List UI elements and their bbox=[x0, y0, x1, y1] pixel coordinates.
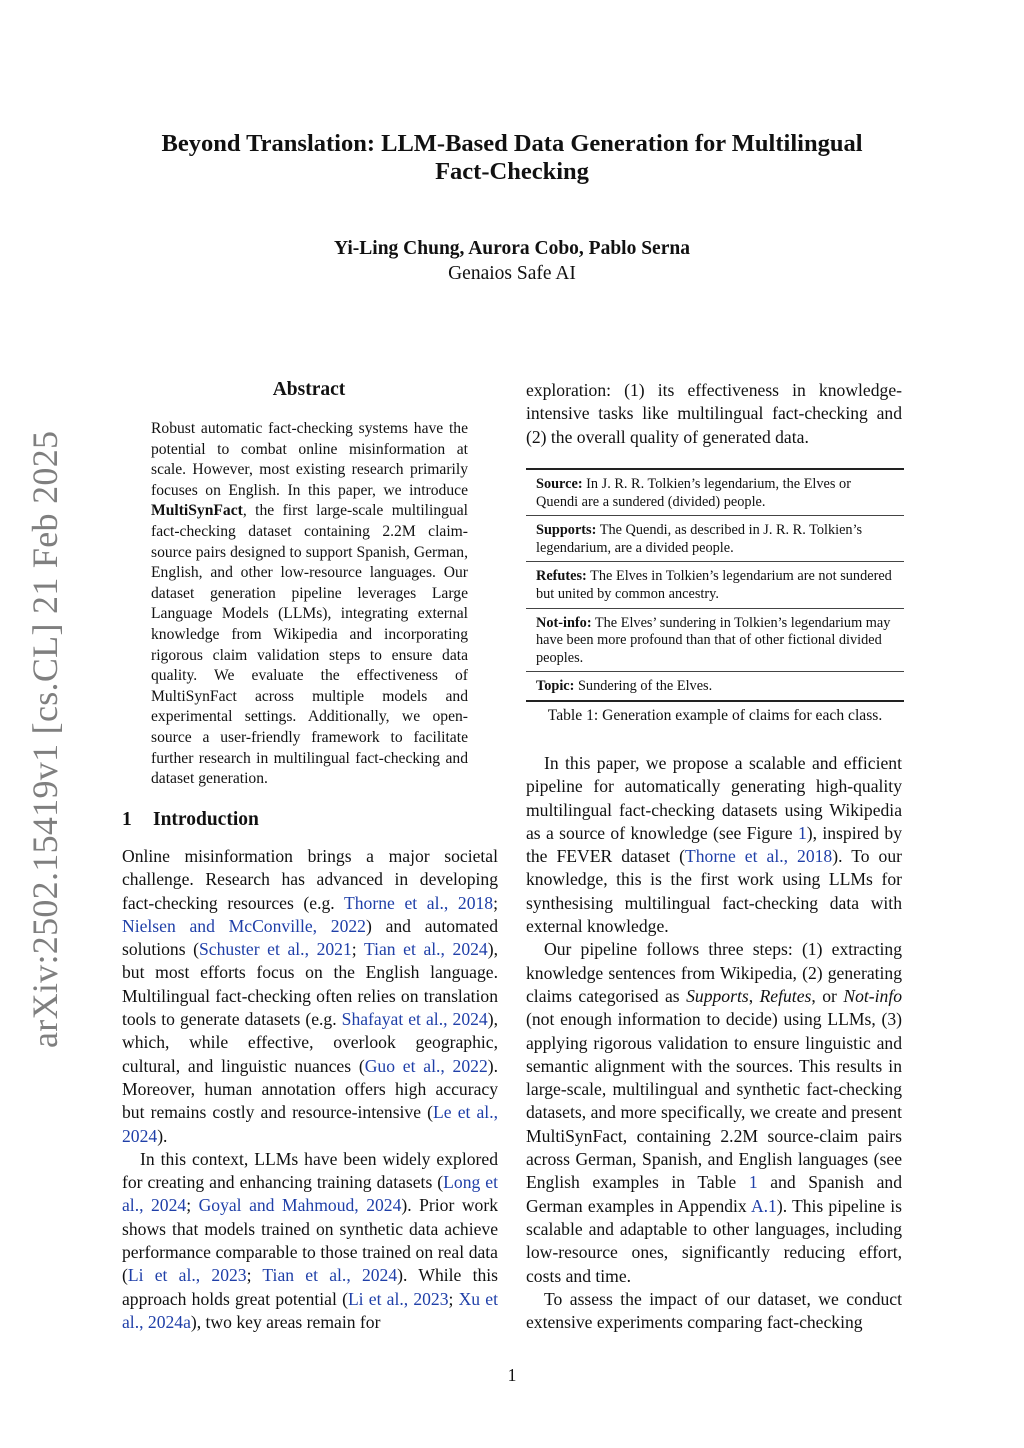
table-row-refutes bbox=[526, 561, 904, 607]
intro-paragraph-3 bbox=[526, 752, 902, 938]
text-run: ). This pipeline is scalable and adaptable to other languages, including low-resource ones, significantly reducing effort, costs and time. bbox=[526, 1195, 902, 1286]
right-column-continuation bbox=[526, 379, 902, 449]
intro-paragraph-1 bbox=[122, 845, 498, 1148]
citation-link[interactable]: Nielsen and McConville, 2022 bbox=[122, 915, 366, 936]
citation-link[interactable]: Schuster et al., 2021 bbox=[199, 939, 352, 960]
table-row-source bbox=[526, 470, 904, 515]
section-heading-introduction bbox=[122, 808, 259, 832]
text-run: ; bbox=[351, 939, 364, 960]
right-column-body bbox=[526, 752, 902, 1334]
section-number: 1 bbox=[122, 809, 132, 830]
author-list: Yi-Ling Chung, Aurora Cobo, Pablo Serna bbox=[334, 238, 690, 259]
table-row-not-info bbox=[526, 608, 904, 672]
text-run: Online misinformation brings a major societal challenge. Research has advanced in developing fact-checking resources (e.g. bbox=[122, 846, 498, 913]
intro-paragraph-5: To assess the impact of our dataset, we conduct extensive experiments comparing fact-checking bbox=[526, 1288, 902, 1333]
abstract-text-b: , the first large-scale multilingual fact-checking dataset containing 2.2M claim-source pairs designed to support Spanish, German, English, and other low-resource languages. Our dataset generation pipeline leverages Large Language Models (LLMs), integrating external knowledge from Wikipedia and incorporating rigorous claim validation steps to ensure data quality. We evaluate the effectiveness of MultiSynFact across multiple models and experimental settings. Additionally, we open-source a user-friendly framework to facilitate further research in multilingual fact-checking and dataset generation. bbox=[151, 502, 468, 788]
text-run: , or bbox=[811, 985, 844, 1006]
row-text: Sundering of the Elves. bbox=[577, 678, 713, 695]
citation-link[interactable]: Shafayat et al., 2024 bbox=[341, 1009, 488, 1030]
text-run: ), two key areas remain for bbox=[190, 1311, 381, 1332]
table-1-caption: Table 1: Generation example of claims for each class. bbox=[547, 707, 883, 724]
dataset-name: MultiSynFact bbox=[151, 502, 243, 520]
row-text: The Quendi, as described in J. R. R. Tolkien’s legendarium, are a divided people. bbox=[536, 522, 863, 556]
text-run: ; bbox=[186, 1195, 199, 1216]
table-1 bbox=[526, 468, 904, 702]
text-run: ), which, while effective, overlook geographic, cultural, and linguistic nuances ( bbox=[122, 1009, 498, 1076]
row-label: Supports: bbox=[536, 522, 597, 539]
abstract-body bbox=[151, 419, 468, 790]
text-run: ; bbox=[448, 1288, 459, 1309]
table-row-supports bbox=[526, 515, 904, 561]
text-run: ; bbox=[246, 1265, 263, 1286]
text-run: Our pipeline follows three steps: (1) extracting knowledge sentences from Wikipedia, (2) generating claims categorised as bbox=[526, 939, 902, 1006]
row-label: Not-info: bbox=[536, 614, 592, 631]
intro-paragraph-2 bbox=[122, 1148, 498, 1334]
paper-title bbox=[120, 130, 904, 186]
citation-link[interactable]: Guo et al., 2022 bbox=[364, 1055, 488, 1076]
row-text: In J. R. R. Tolkien’s legendarium, the Elves or Quendi are a sundered (divided) people. bbox=[536, 476, 851, 510]
row-label: Refutes: bbox=[536, 568, 587, 585]
figure-ref-link[interactable]: 1 bbox=[797, 822, 807, 843]
text-run: and Spanish and German examples in Appendix bbox=[526, 1172, 902, 1216]
class-label: Supports bbox=[686, 985, 749, 1006]
text-run: ). Moreover, human annotation offers high accuracy but remains costly and resource-intensive ( bbox=[122, 1055, 499, 1123]
abstract-text-a: Robust automatic fact-checking systems have the potential to combat online misinformation at scale. However, most existing research primarily focuses on English. In this paper, we introduce bbox=[151, 420, 468, 499]
citation-link[interactable]: Tian et al., 2024 bbox=[363, 939, 488, 960]
text-run: ), inspired by the FEVER dataset ( bbox=[526, 822, 902, 867]
citation-link[interactable]: Goyal and Mahmoud, 2024 bbox=[198, 1195, 402, 1216]
affiliation: Genaios Safe AI bbox=[448, 263, 576, 284]
intro-paragraph-2-continued: exploration: (1) its effectiveness in knowledge-intensive tasks like multilingual fact-checking and (2) the overall quality of generated data. bbox=[526, 380, 902, 447]
text-run: (not enough information to decide) using LLMs, (3) applying rigorous validation to ensure linguistic and semantic alignment with the sources. This results in large-scale, multilingual and synthetic fact-checking datasets, and more specifically, we create and present MultiSynFact, containing 2.2M source-claim pairs across German, Spanish, and English languages (see English examples in Table bbox=[526, 1009, 902, 1193]
table-ref-link[interactable]: 1 bbox=[748, 1172, 758, 1193]
abstract-heading: Abstract bbox=[272, 379, 346, 400]
text-run: In this context, LLMs have been widely explored for creating and enhancing training datasets ( bbox=[122, 1148, 498, 1193]
citation-link[interactable]: Li et al., 2023 bbox=[127, 1265, 247, 1286]
text-run: , bbox=[748, 985, 760, 1006]
text-run: ). bbox=[157, 1125, 168, 1146]
table-row-topic bbox=[526, 671, 904, 700]
text-run: ) and automated solutions ( bbox=[122, 915, 498, 960]
row-label: Topic: bbox=[536, 678, 575, 695]
paper-title-line-2: Fact-Checking bbox=[435, 158, 589, 185]
arxiv-identifier: arXiv:2502.15419v1 [cs.CL] 21 Feb 2025 bbox=[25, 430, 65, 1048]
citation-link[interactable]: Thorne et al., 2018 bbox=[684, 846, 833, 867]
class-label: Refutes bbox=[759, 985, 812, 1006]
text-run: ; bbox=[493, 892, 498, 913]
row-label: Source: bbox=[536, 476, 583, 492]
citation-link[interactable]: Li et al., 2023 bbox=[347, 1288, 449, 1309]
citation-link[interactable]: Thorne et al., 2018 bbox=[344, 892, 494, 913]
appendix-ref-link[interactable]: A.1 bbox=[750, 1195, 777, 1216]
section-title: Introduction bbox=[153, 809, 259, 830]
class-label: Not-info bbox=[843, 985, 903, 1006]
text-run: ). Prior work shows that models trained on synthetic data achieve performance comparable to those trained on real data ( bbox=[122, 1195, 498, 1286]
row-text: The Elves’ sundering in Tolkien’s legendarium may have been more profound than that of other fictional divided peoples. bbox=[536, 614, 891, 666]
citation-link[interactable]: Tian et al., 2024 bbox=[262, 1265, 398, 1286]
left-column-body bbox=[122, 845, 498, 1334]
text-run: ). To our knowledge, this is the first work using LLMs for synthesising multilingual fact-checking data with external knowledge. bbox=[526, 846, 902, 937]
citation-link[interactable]: Le et al., 2024 bbox=[122, 1102, 498, 1146]
page-number: 1 bbox=[507, 1365, 517, 1385]
text-run: ), but most efforts focus on the English language. Multilingual fact-checking often relies on translation tools to generate datasets (e.g. bbox=[122, 939, 498, 1030]
citation-link[interactable]: Xu et al., 2024a bbox=[122, 1288, 498, 1332]
text-run: ). While this approach holds great potential ( bbox=[122, 1265, 498, 1309]
citation-link[interactable]: Long et al., 2024 bbox=[122, 1172, 498, 1216]
paper-title-line-1: Beyond Translation: LLM-Based Data Generation for Multilingual bbox=[161, 130, 863, 157]
row-text: The Elves in Tolkien’s legendarium are not sundered but united by common ancestry. bbox=[536, 568, 892, 602]
text-run: In this paper, we propose a scalable and efficient pipeline for automatically generating high-quality multilingual fact-checking datasets using Wikipedia as a source of knowledge (see Figure bbox=[526, 753, 902, 843]
intro-paragraph-4 bbox=[526, 938, 902, 1287]
